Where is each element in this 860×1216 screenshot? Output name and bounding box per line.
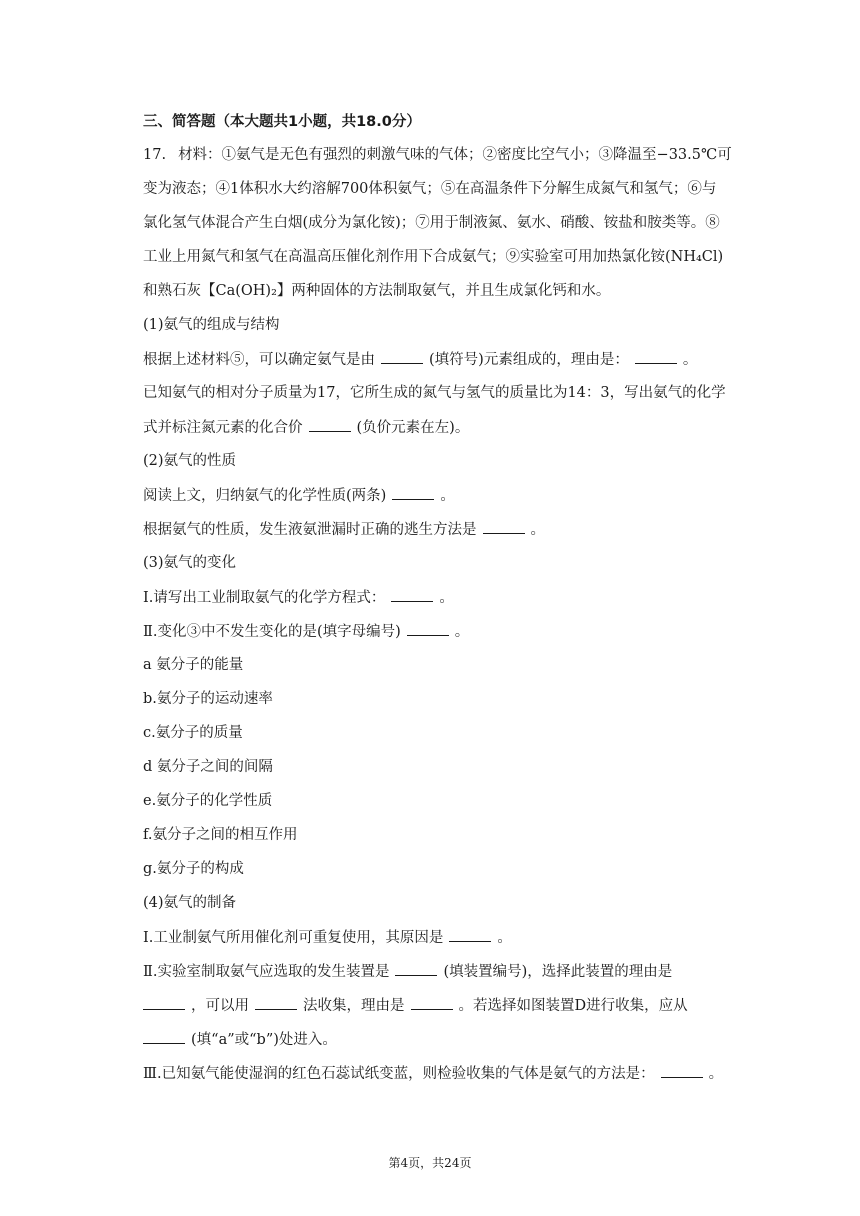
option-b: b.氨分子的运动速率 — [143, 691, 273, 707]
answer-blank[interactable] — [449, 927, 491, 942]
option-d: d 氨分子之间的间隔 — [143, 759, 273, 775]
part2-line-2: 根据氨气的性质，发生液氨泄漏时正确的逃生方法是 。 — [143, 519, 763, 540]
option-f: f.氨分子之间的相互作用 — [143, 827, 298, 843]
part1-line-3: 式并标注氮元素的化合价 (负价元素在左)。 — [143, 417, 763, 438]
option-g: g.氨分子的构成 — [143, 861, 244, 877]
material-line-2: 变为液态；④1体积水大约溶解700体积氨气；⑤在高温条件下分解生成氮气和氢气；⑥与 — [143, 181, 717, 197]
answer-blank[interactable] — [255, 995, 297, 1010]
answer-blank[interactable] — [407, 621, 449, 636]
part1-line-1: 根据上述材料⑤，可以确定氨气是由 (填符号)元素组成的，理由是： 。 — [143, 349, 763, 370]
answer-blank[interactable] — [143, 1029, 185, 1044]
material-line-5: 和熟石灰【Ca(OH)₂】两种固体的方法制取氨气，并且生成氯化钙和水。 — [143, 283, 611, 299]
answer-blank[interactable] — [661, 1063, 703, 1078]
part2-title: (2)氨气的性质 — [143, 453, 237, 469]
part1-line-2: 已知氨气的相对分子质量为17，它所生成的氮气与氢气的质量比为14：3，写出氨气的化学 — [143, 385, 726, 401]
part4-line-5: Ⅲ.已知氨气能使湿润的红色石蕊试纸变蓝，则检验收集的气体是氨气的方法是： 。 — [143, 1063, 763, 1084]
part4-line-2: Ⅱ.实验室制取氨气应选取的发生装置是 (填装置编号)，选择此装置的理由是 — [143, 961, 763, 982]
part3-line-1: Ⅰ.请写出工业制取氨气的化学方程式： 。 — [143, 587, 763, 608]
answer-blank[interactable] — [483, 519, 525, 534]
part1-title: (1)氨气的组成与结构 — [143, 317, 280, 333]
part4-line-1: Ⅰ.工业制氨气所用催化剂可重复使用，其原因是 。 — [143, 927, 763, 948]
answer-blank[interactable] — [395, 961, 437, 976]
option-a: a 氨分子的能量 — [143, 657, 244, 673]
answer-blank[interactable] — [411, 995, 453, 1010]
answer-blank[interactable] — [392, 485, 434, 500]
part3-line-2: Ⅱ.变化③中不发生变化的是(填字母编号) 。 — [143, 621, 763, 642]
option-e: e.氨分子的化学性质 — [143, 793, 273, 809]
material-line-1: 17. 材料：①氨气是无色有强烈的刺激气味的气体；②密度比空气小；③降温至−33.5℃可 — [143, 147, 732, 163]
material-line-4: 工业上用氮气和氢气在高温高压催化剂作用下合成氨气；⑨实验室可用加热氯化铵(NH₄Cl) — [143, 249, 724, 265]
answer-blank[interactable] — [143, 995, 185, 1010]
part2-line-1: 阅读上文，归纳氨气的化学性质(两条) 。 — [143, 485, 763, 506]
option-c: c.氨分子的质量 — [143, 725, 243, 741]
answer-blank[interactable] — [309, 417, 351, 432]
part4-line-4: (填“a”或“b”)处进入。 — [143, 1029, 763, 1050]
answer-blank[interactable] — [635, 349, 677, 364]
answer-blank[interactable] — [391, 587, 433, 602]
section-title: 三、简答题（本大题共1小题，共18.0分） — [143, 114, 421, 130]
answer-blank[interactable] — [381, 349, 423, 364]
question-number: 17. — [143, 147, 167, 163]
part4-title: (4)氨气的制备 — [143, 895, 237, 911]
part4-line-3: ，可以用 法收集，理由是 。若选择如图装置D进行收集，应从 — [143, 995, 763, 1016]
part3-title: (3)氨气的变化 — [143, 555, 237, 571]
page-footer: 第4页，共24页 — [388, 1156, 472, 1170]
material-line-3: 氯化氢气体混合产生白烟(成分为氯化铵)；⑦用于制液氮、氨水、硝酸、铵盐和胺类等。⑧ — [143, 215, 720, 231]
